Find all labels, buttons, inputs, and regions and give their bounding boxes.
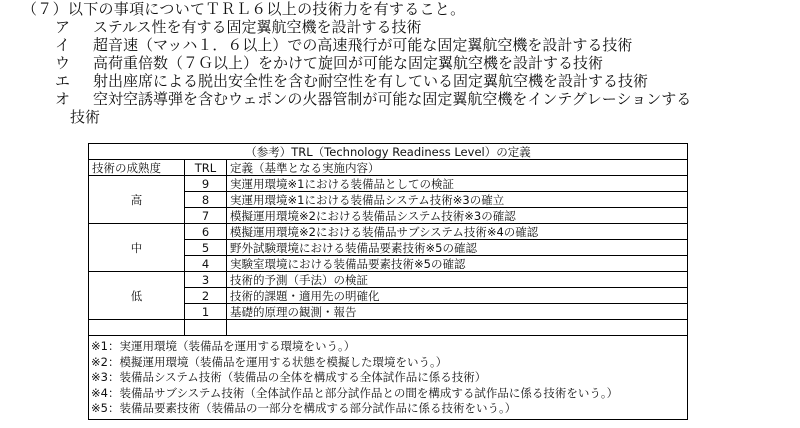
trl-table [88,143,688,336]
item-text: ステルス性を有する固定翼航空機を設計する技術 [93,18,422,36]
definition-cell: 野外試験環境における装備品要素技術※5の確認 [227,240,688,256]
footnote: ※1：実運用環境（装備品を運用する環境をいう。） [91,339,356,353]
definition-cell: 実運用環境※1における装備品システム技術※3の確立 [227,192,688,208]
definition-cell: 技術的予測（手法）の検証 [227,272,688,288]
item-key: オ [55,90,71,108]
spacer-cell [227,320,688,336]
item-text: 射出座席による脱出安全性を含む耐空性を有している固定翼航空機を設計する技術 [93,72,649,90]
trl-cell: 2 [185,288,227,304]
item-text: 超音速（マッハ１．６以上）での高速飛行が可能な固定翼航空機を設計する技術 [93,36,633,54]
footnote: ※3：装備品システム技術（装備品の全体を構成する全体試作品に係る技術） [91,370,487,384]
item-key: エ [55,72,71,90]
item-key: ア [55,18,71,36]
maturity-cell: 中 [89,224,185,272]
list-item [55,18,795,36]
definition-cell: 模擬運用環境※2における装備品サブシステム技術※4の確認 [227,224,688,240]
item-text: 高荷重倍数（７Ｇ以上）をかけて旋回が可能な固定翼航空機を設計する技術 [93,54,604,72]
trl-cell: 1 [185,304,227,320]
table-row [89,224,688,240]
item-key: ウ [55,54,71,72]
definition-cell: 実運用環境※1における装備品としての検証 [227,176,688,192]
table-spacer-row [89,320,688,336]
definition-cell: 技術的課題・適用先の明確化 [227,288,688,304]
definition-cell: 基礎的原理の観測・報告 [227,304,688,320]
spacer-cell [185,320,227,336]
spacer-cell [89,320,185,336]
list-item [55,90,795,108]
trl-definition-box [88,143,688,420]
trl-cell: 4 [185,256,227,272]
header-maturity: 技術の成熟度 [89,160,185,176]
trl-cell: 8 [185,192,227,208]
item-key: イ [55,36,71,54]
definition-cell: 模擬運用環境※2における装備品システム技術※3の確認 [227,208,688,224]
header-trl: TRL [185,160,227,176]
table-row [89,272,688,288]
footnotes [88,336,688,420]
section-heading: （７）以下の事項についてＴＲＬ６以上の技術力を有すること。 [22,0,466,18]
table-caption: （参考）TRL（Technology Readiness Level）の定義 [89,144,688,160]
item-text: 空対空誘導弾を含むウェポンの火器管制が可能な固定翼航空機をインテグレーションする [93,90,692,108]
footnote: ※5：装備品要素技術（装備品の一部分を構成する部分試作品に係る技術をいう。） [91,401,517,415]
requirement-list [55,18,795,126]
list-item [55,54,795,72]
footnote: ※2：模擬運用環境（装備品を運用する状態を模擬した環境をいう。） [91,354,448,369]
definition-cell: 実験室環境における装備品要素技術※5の確認 [227,256,688,272]
trl-cell: 9 [185,176,227,192]
item-continuation: 技術 [70,108,101,126]
table-row [89,176,688,192]
header-definition: 定義（基準となる実施内容） [227,160,688,176]
trl-cell: 5 [185,240,227,256]
trl-cell: 3 [185,272,227,288]
table-header-row [89,160,688,176]
maturity-cell: 低 [89,272,185,320]
list-item [55,36,795,54]
trl-cell: 7 [185,208,227,224]
trl-cell: 6 [185,224,227,240]
list-item [55,72,795,90]
footnote: ※4：装備品サブシステム技術（全体試作品と部分試作品との間を構成する試作品に係る技術をいう。） [91,385,619,400]
maturity-cell: 高 [89,176,185,224]
